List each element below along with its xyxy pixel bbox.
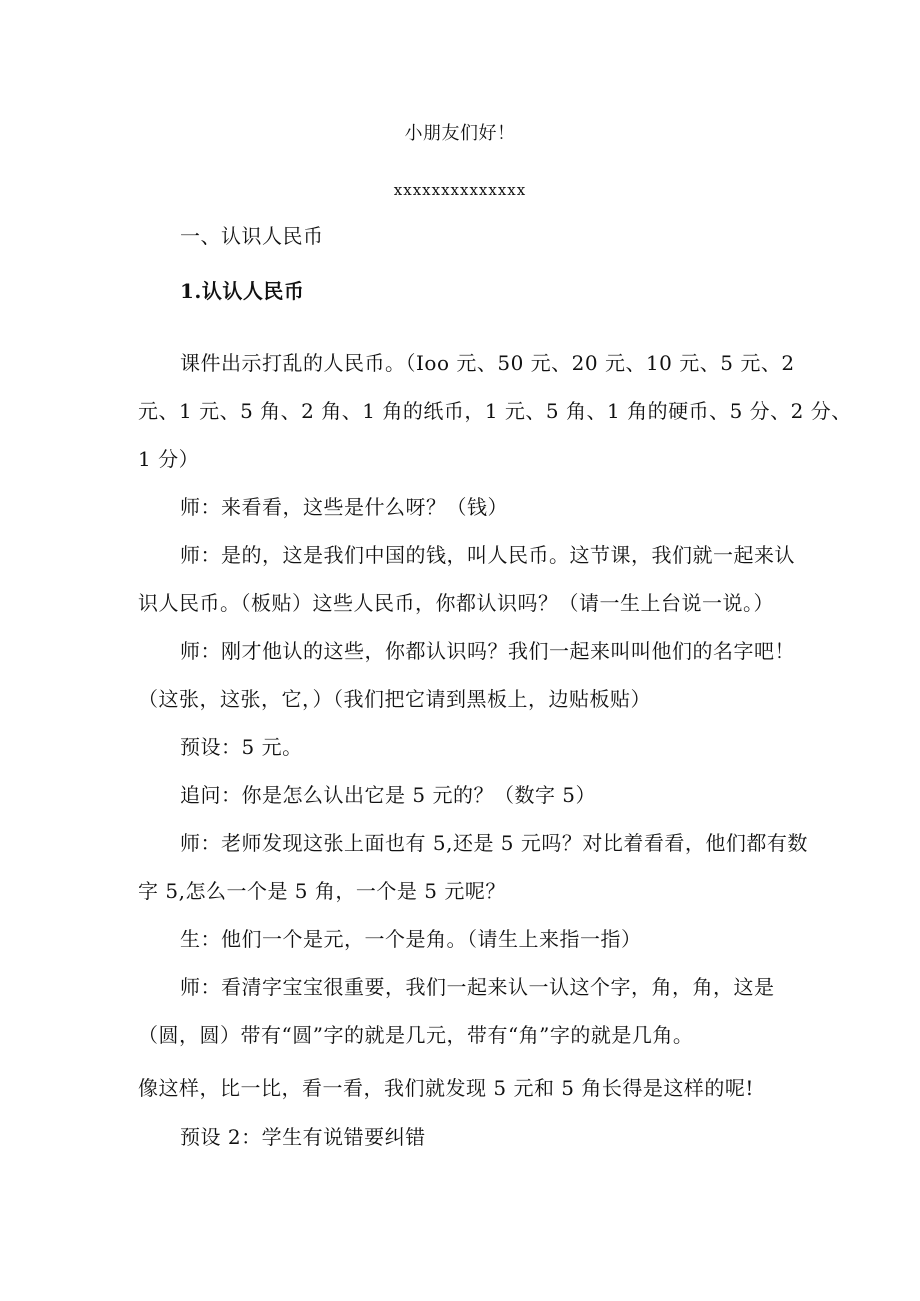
paragraph-line: 师：来看看，这些是什么呀？（钱） [180, 495, 508, 519]
section-heading: 一、认识人民币 [180, 224, 324, 248]
paragraph-line: 追问：你是怎么认出它是 5 元的？（数字 5） [180, 783, 597, 807]
page-title: 小朋友们好！ [404, 123, 516, 144]
paragraph-line: 师：刚才他认的这些，你都认识吗？我们一起来叫叫他们的名字吧！ [180, 639, 795, 663]
page-subtitle: xxxxxxxxxxxxxx [393, 181, 527, 199]
paragraph-line: 识人民币。（板贴）这些人民币，你都认识吗？（请一生上台说一说。） [138, 591, 774, 615]
paragraph-line: 预设：5 元。 [180, 735, 303, 759]
paragraph-line: 1 分） [138, 447, 200, 471]
paragraph-line: （这张，这张，它，）（我们把它请到黑板上，边贴板贴） [138, 687, 651, 711]
paragraph-line: （圆，圆）带有“圆”字的就是几元，带有“角”字的就是几角。 [138, 1023, 694, 1047]
paragraph-line: 像这样，比一比，看一看，我们就发现 5 元和 5 角长得是这样的呢! [138, 1076, 754, 1100]
paragraph-line: 师：老师发现这张上面也有 5,还是 5 元吗？对比着看看，他们都有数 [180, 831, 808, 855]
paragraph-line: 字 5,怎么一个是 5 角，一个是 5 元呢？ [138, 879, 506, 903]
paragraph-line: 元、1 元、5 角、2 角、1 角的纸币，1 元、5 角、1 角的硬币、5 分、2 分、 [138, 399, 852, 423]
paragraph-line: 师：看清字宝宝很重要，我们一起来认一认这个字，角，角，这是 [180, 975, 775, 999]
paragraph-line: 课件出示打乱的人民币。（Ioo 元、50 元、20 元、10 元、5 元、2 [180, 351, 795, 375]
paragraph-line: 生：他们一个是元，一个是角。（请生上来指一指） [180, 927, 642, 951]
paragraph-line: 师：是的，这是我们中国的钱，叫人民币。这节课，我们就一起来认 [180, 543, 795, 567]
subsection-heading: 1.认认人民币 [180, 279, 305, 303]
paragraph-line: 预设 2：学生有说错要纠错 [180, 1125, 426, 1149]
